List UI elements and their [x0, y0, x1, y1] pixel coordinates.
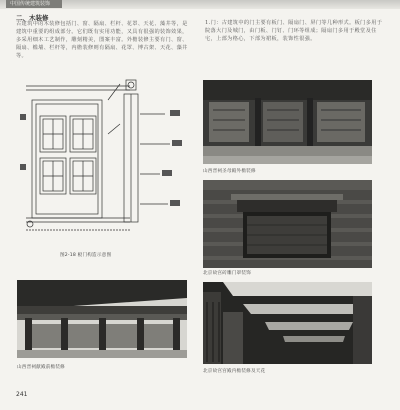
photo2-caption: 北京故宫砖雕门罩装饰 [203, 271, 251, 276]
section-heading: 二、木装修 [16, 14, 49, 22]
body-paragraph-left: 古建筑中的木装修包括门、窗、隔扇、栏杆、花罩、天花、藻井等，是建筑中重要的组成部分。它们既有实用功能，又具有很强的装饰效果，多采用细木工艺制作，雕刻精美，图案丰富。外檐装修主要有门、窗、隔扇、槛墙、栏杆等，内檐装修则有隔扇、花罩、博古架、天花、藻井等。 [16, 21, 188, 59]
photo-interior-ceiling [203, 282, 372, 364]
page-number: 241 [16, 391, 28, 398]
photo4-caption: 北京故宫宫殿内檐装修及天花 [203, 369, 266, 374]
door-construction-drawing [20, 74, 192, 244]
header-tab: 中国传统建筑装饰 [6, 0, 62, 8]
photo-temple-eaves [17, 280, 187, 358]
photo-brick-door-hood [203, 180, 372, 268]
photo1-caption: 山西晋祠圣母殿外檐装修 [203, 169, 256, 174]
drawing-caption: 图2-18 板门构造示意图 [60, 253, 112, 258]
header-bar [0, 0, 400, 9]
photo3-caption: 山西晋祠献殿前檐装修 [17, 365, 65, 370]
photo-facade [203, 80, 372, 164]
body-paragraph-right: 1.门：古建筑中的门主要有板门、隔扇门、屏门等几种形式。板门多用于院落大门及城门，由门板、门钉、门环等组成；隔扇门多用于殿堂及住宅，上部为格心，下部为裙板，装饰性很强。 [205, 20, 383, 42]
